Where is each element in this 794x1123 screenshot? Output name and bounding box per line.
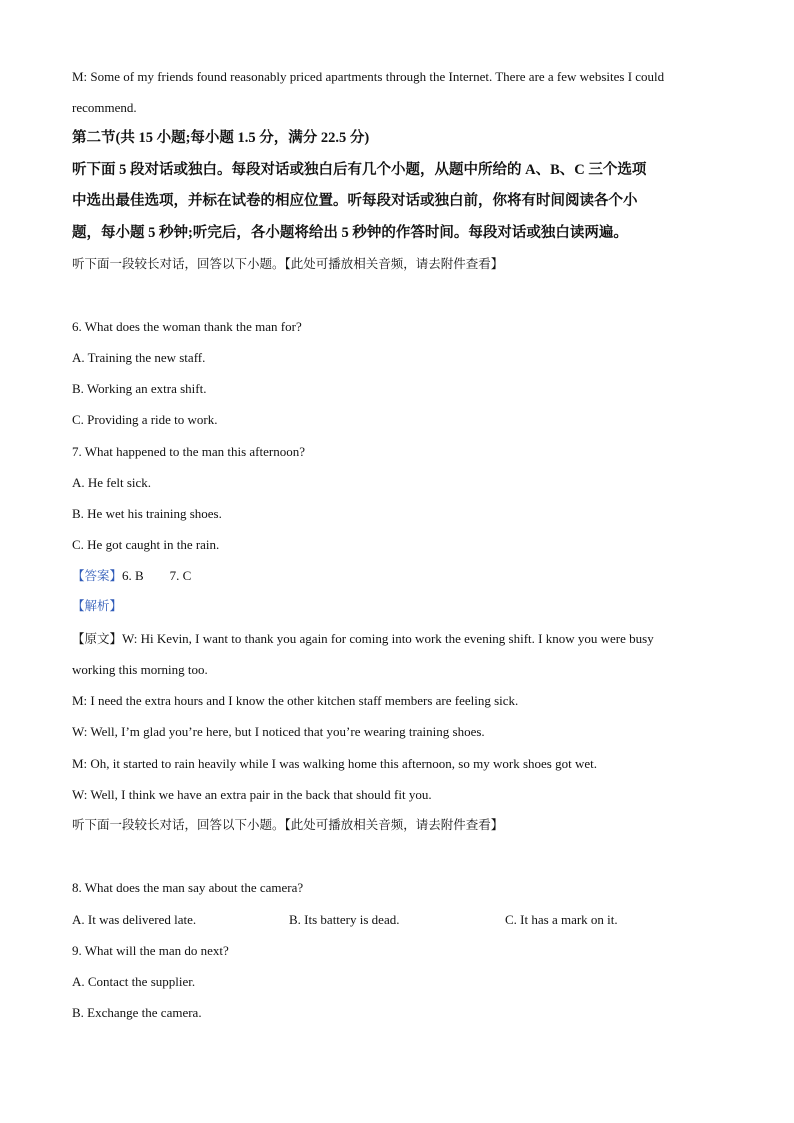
transcript-label: 【原文】 [72,631,123,646]
question-7-option-a: A. He felt sick. [72,475,152,490]
question-6-option-a: A. Training the new staff. [72,350,206,365]
question-9-option-b: B. Exchange the camera. [72,1005,202,1020]
question-9-stem: 9. What will the man do next? [72,943,229,958]
question-6-stem: 6. What does the woman thank the man for? [72,319,302,334]
listen-note-2: 听下面一段较长对话，回答以下小题。【此处可播放相关音频，请去附件查看】 [72,817,504,832]
question-8-option-b: B. Its battery is dead. [289,912,400,927]
question-7-option-c: C. He got caught in the rain. [72,537,220,552]
question-8-stem: 8. What does the man say about the camera? [72,880,304,895]
answer-label: 【答案】 [72,568,123,583]
question-7-stem: 7. What happened to the man this afternoon? [72,444,305,459]
answer-text: 6. B 7. C [122,568,192,583]
listen-note: 听下面一段较长对话，回答以下小题。【此处可播放相关音频，请去附件查看】 [72,256,504,271]
question-8-option-c: C. It has a mark on it. [505,912,618,927]
instruction-line-3: 题，每小题 5 秒钟;听完后，各小题将给出 5 秒钟的作答时间。每段对话或独白读两遍。 [72,225,628,241]
answer-line [72,569,191,583]
transcript-line-4: W: Well, I’m glad you’re here, but I noticed that you’re wearing training shoes. [72,724,485,739]
transcript-line-1: W: Hi Kevin, I want to thank you again for coming into work the evening shift. I know you were busy [122,631,654,646]
question-9-option-a: A. Contact the supplier. [72,974,196,989]
prev-dialog-line-1: M: Some of my friends found reasonably priced apartments through the Internet. There are a few websites I could [72,69,665,84]
question-8-option-a: A. It was delivered late. [72,912,197,927]
question-6-option-c: C. Providing a ride to work. [72,412,218,427]
transcript-line-6: W: Well, I think we have an extra pair in the back that should fit you. [72,787,432,802]
instruction-line-2: 中选出最佳选项，并标在试卷的相应位置。听每段对话或独白前，你将有时间阅读各个小 [72,193,638,209]
section-title: 第二节(共 15 小题;每小题 1.5 分，满分 22.5 分) [72,130,370,146]
instruction-line-1: 听下面 5 段对话或独白。每段对话或独白后有几个小题，从题中所给的 A、B、C 三个选项 [72,162,647,178]
question-7-option-b: B. He wet his training shoes. [72,506,222,521]
question-6-option-b: B. Working an extra shift. [72,381,207,396]
transcript-line-5: M: Oh, it started to rain heavily while I was walking home this afternoon, so my work shoes got wet. [72,756,597,771]
transcript-line-3: M: I need the extra hours and I know the other kitchen staff members are feeling sick. [72,693,519,708]
transcript-first-line [72,632,654,646]
transcript-line-2: working this morning too. [72,662,208,677]
prev-dialog-line-2: recommend. [72,100,137,115]
analysis-label: 【解析】 [72,598,123,613]
